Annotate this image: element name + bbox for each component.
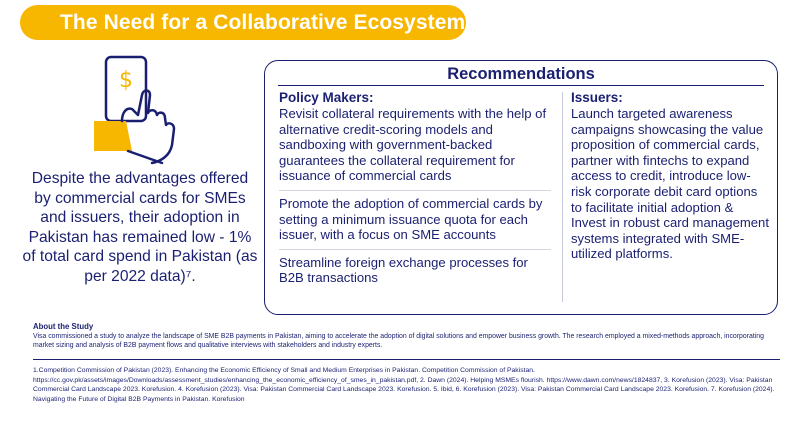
issuers-text: Launch targeted awareness campaigns showcasing the value proposition of commercial cards, partner with fintechs to expand access to credit, introduce low-risk corporate debit card options to facilitate initial adoption & Invest in robust card management systems integrated with SME-utilized platforms. [571,106,769,262]
recommendations-heading: Recommendations [447,65,595,83]
policy-item-1: Revisit collateral requirements with the help of alternative credit-scoring models and sandboxing with government-backed guarantees the collateral requirement for issuance of commercial cards [279,106,547,184]
heading-divider [278,85,764,86]
study-text: Visa commissioned a study to analyze the landscape of SME B2B payments in Pakistan, aiming to accelerate the adoption of digital solutions and empower business growth. The research employed a mixed-methods approach, incorporating market sizing and analysis of B2B payment flows and qualitative interviews with stakeholders and industry experts. [33,333,764,350]
recommendations-panel [264,60,778,315]
column-divider [562,92,563,302]
issuers-label: Issuers: [571,90,623,105]
lead-statement: Despite the advantages offered by commercial cards for SMEs and issuers, their adoption in Pakistan has remained low - 1% of total card spend in Pakistan (as per 2022 data)⁷. [22,170,258,285]
svg-text:$: $ [119,68,133,93]
policy-item-2: Promote the adoption of commercial cards by setting a minimum issuance quota for each issuer, with a focus on SME accounts [279,190,551,243]
study-heading: About the Study [33,322,94,331]
policy-item-3: Streamline foreign exchange processes for B2B transactions [279,249,551,286]
page-title: The Need for a Collaborative Ecosystem [20,5,466,40]
policy-makers-label: Policy Makers: [279,90,374,105]
hand-holding-card-icon [92,55,192,165]
policy-makers-column [279,90,551,286]
references: 1.Competition Commission of Pakistan (2023). Enhancing the Economic Efficiency of Small and Medium Enterprises in Pakistan. Competition Commission of Pakistan. https://cc.gov.pk/assets/images/Downloads/assessment_studies/enhancing_the_economic_efficiency_of_smes_in_pakistan.pdf, 2. Dawn (2024). Helping MSMEs flourish. https://www.dawn.com/news/1824837, 3. Korefusion (2023). Visa: Pakistan Commercial Card Landscape 2023. Korefusion. 4. Korefusion (2023). Visa: Pakistan Commercial Card Landscape 2023. Korefusion. 5. Ibid, 6. Korefusion (2023). Visa: Pakistan Commercial Card Landscape 2023. Korefusion. 7. Korefusion (2024). Navigating the Future of Digital B2B Payments in Pakistan. Korefusion [33,367,775,403]
issuers-column [571,90,771,262]
footer-divider [33,359,780,360]
